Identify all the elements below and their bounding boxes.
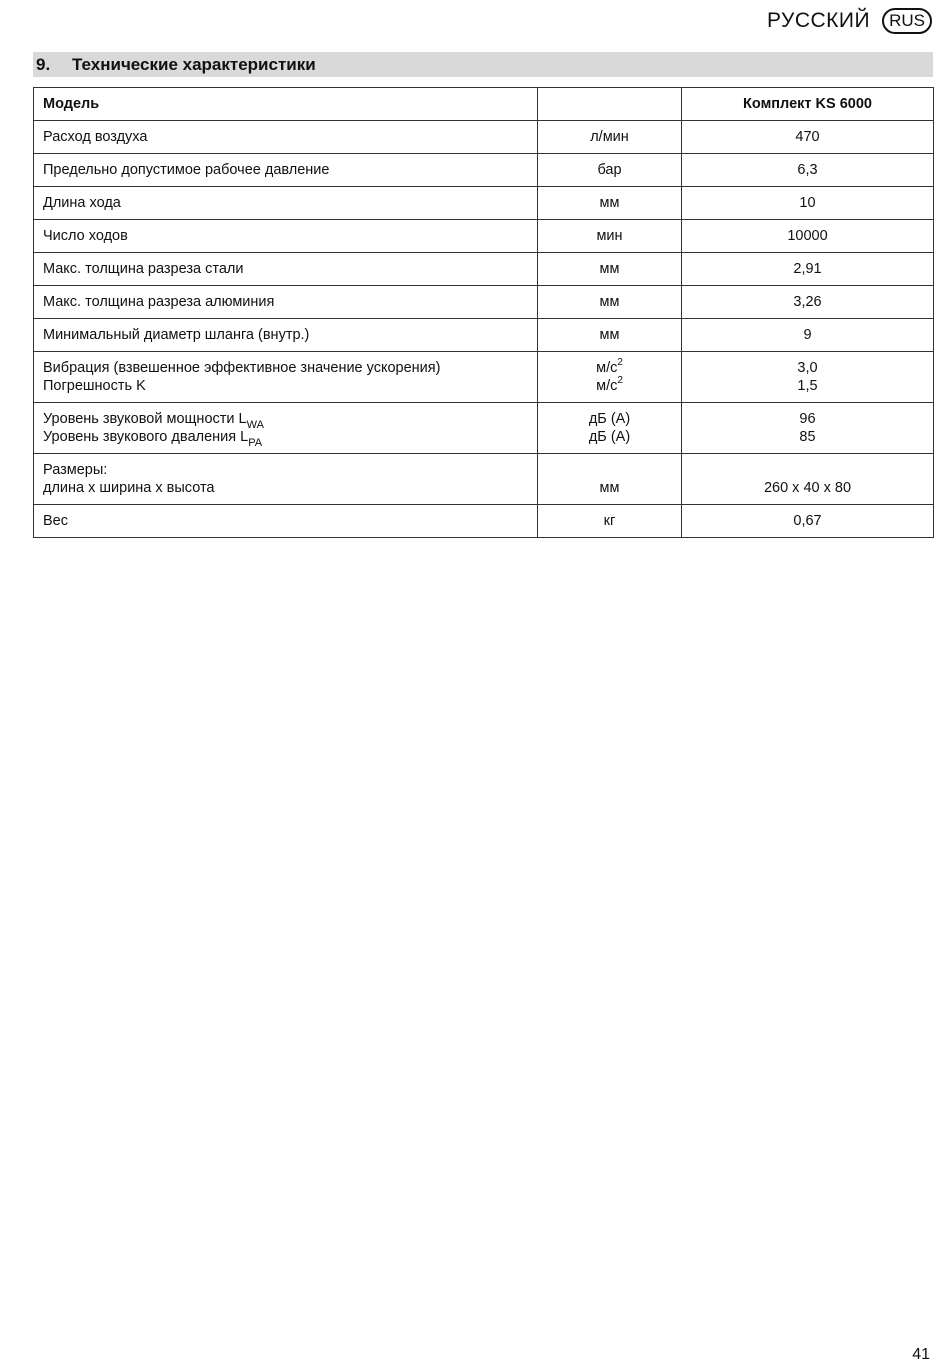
table-row [34,253,934,286]
language-label: РУССКИЙ [766,9,871,32]
param-cell: Минимальный диаметр шланга (внутр.) [34,319,538,352]
value-cell: 3,26 [682,286,934,319]
value-cell: 10 [682,187,934,220]
label-subscript: PA [248,436,263,449]
unit-cell: мм [538,187,682,220]
param-cell: Длина хода [34,187,538,220]
sound-pressure-unit: дБ (A) [588,429,631,445]
uncertainty-value: 1,5 [797,378,818,394]
table-row [34,319,934,352]
param-cell [34,403,538,454]
unit-cell [538,352,682,403]
vibration-label: Вибрация (взвешенное эффективное значение ускорения) [43,360,441,376]
dimensions-value: 260 x 40 x 80 [763,480,852,496]
unit-exponent: 2 [617,357,623,369]
unit-cell: мм [538,286,682,319]
value-cell: 6,3 [682,154,934,187]
table-row [34,286,934,319]
value-cell [682,454,934,505]
language-header [767,8,932,34]
uncertainty-unit [547,377,672,395]
weight-row [34,505,934,538]
technical-specs-table [33,87,934,538]
page-number: 41 [912,1346,930,1363]
noise-row [34,403,934,454]
unit-cell: л/мин [538,121,682,154]
unit-cell: мм [538,253,682,286]
param-cell: Макс. толщина разреза алюминия [34,286,538,319]
sound-pressure-value: 85 [799,429,816,445]
unit-cell: мин [538,220,682,253]
vibration-value: 3,0 [797,360,818,376]
param-cell [34,352,538,403]
value-cell [682,403,934,454]
table-row [34,220,934,253]
unit-cell: бар [538,154,682,187]
section-heading [33,52,933,77]
dimensions-unit: мм [599,480,620,496]
label-subscript: WA [246,418,264,431]
dimensions-label: Размеры: [43,462,108,478]
table-header-row [34,88,934,121]
param-cell: Расход воздуха [34,121,538,154]
unit-cell: мм [538,319,682,352]
sound-power-value: 96 [799,411,816,427]
unit-cell: кг [538,505,682,538]
header-model-cell: Комплект KS 6000 [682,88,934,121]
vibration-row [34,352,934,403]
param-cell: Предельно допустимое рабочее давление [34,154,538,187]
param-cell: Макс. толщина разреза стали [34,253,538,286]
section-title: Технические характеристики [72,54,316,74]
value-cell [682,352,934,403]
dimensions-sublabel: длина x ширина x высота [43,480,215,496]
table-row [34,154,934,187]
unit-exponent: 2 [617,375,623,387]
unit-cell [538,403,682,454]
uncertainty-label: Погрешность K [43,378,146,394]
sound-pressure-label [43,428,528,449]
value-cell: 0,67 [682,505,934,538]
label-base: Уровень звуковой мощности L [43,411,247,427]
value-cell: 10000 [682,220,934,253]
section-number: 9. [36,54,51,74]
table-row [34,121,934,154]
unit-cell [538,454,682,505]
unit-base: м/с [596,378,618,394]
param-cell [34,454,538,505]
dimensions-row [34,454,934,505]
unit-base: м/с [596,360,618,376]
table-row [34,187,934,220]
sound-power-label [43,410,528,431]
header-param-cell: Модель [34,88,538,121]
language-code-badge: RUS [882,8,932,34]
sound-power-unit: дБ (A) [588,411,631,427]
param-cell: Число ходов [34,220,538,253]
header-unit-cell [538,88,682,121]
label-base: Уровень звукового двaления L [43,429,249,445]
value-cell: 2,91 [682,253,934,286]
value-cell: 9 [682,319,934,352]
param-cell: Вес [34,505,538,538]
vibration-unit [547,359,672,377]
value-cell: 470 [682,121,934,154]
